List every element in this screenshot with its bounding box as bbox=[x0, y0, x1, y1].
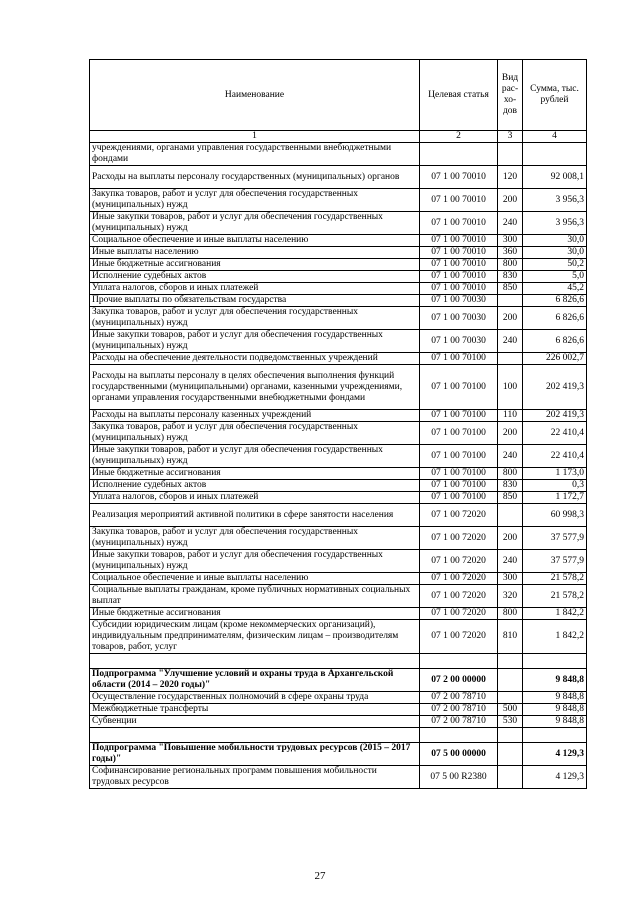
row-name: Иные закупки товаров, работ и услуг для обеспечения государственных (муниципальных) нужд bbox=[90, 212, 420, 235]
table-row bbox=[90, 608, 587, 620]
row-code: 07 2 00 78710 bbox=[420, 704, 498, 716]
row-sum: 45,2 bbox=[523, 283, 587, 295]
table-row bbox=[90, 743, 587, 766]
row-name: Социальное обеспечение и иные выплаты населению bbox=[90, 573, 420, 585]
row-type bbox=[498, 504, 523, 527]
table-row bbox=[90, 330, 587, 353]
row-name: Осуществление государственных полномочий в сфере охраны труда bbox=[90, 692, 420, 704]
row-type: 240 bbox=[498, 550, 523, 573]
row-code: 07 1 00 70030 bbox=[420, 295, 498, 307]
row-name: Закупка товаров, работ и услуг для обеспечения государственных (муниципальных) нужд bbox=[90, 307, 420, 330]
row-name: Иные закупки товаров, работ и услуг для обеспечения государственных (муниципальных) нужд bbox=[90, 445, 420, 468]
row-code bbox=[420, 728, 498, 743]
row-code bbox=[420, 143, 498, 166]
row-type: 120 bbox=[498, 166, 523, 189]
row-code: 07 1 00 72020 bbox=[420, 620, 498, 654]
row-sum: 3 956,3 bbox=[523, 212, 587, 235]
table-row bbox=[90, 573, 587, 585]
row-sum: 22 410,4 bbox=[523, 445, 587, 468]
row-sum: 21 578,2 bbox=[523, 585, 587, 608]
table-row bbox=[90, 143, 587, 166]
row-sum: 0,3 bbox=[523, 480, 587, 492]
row-code: 07 1 00 70100 bbox=[420, 365, 498, 410]
table-row bbox=[90, 365, 587, 410]
row-sum: 3 956,3 bbox=[523, 189, 587, 212]
row-code: 07 1 00 70010 bbox=[420, 283, 498, 295]
row-sum: 21 578,2 bbox=[523, 573, 587, 585]
header-sum: Сумма, тыс. рублей bbox=[523, 60, 587, 131]
table-row bbox=[90, 620, 587, 654]
row-type bbox=[498, 728, 523, 743]
row-code: 07 1 00 72020 bbox=[420, 504, 498, 527]
row-type: 800 bbox=[498, 608, 523, 620]
table-row bbox=[90, 189, 587, 212]
row-sum: 37 577,9 bbox=[523, 550, 587, 573]
row-sum: 6 826,6 bbox=[523, 307, 587, 330]
row-type: 800 bbox=[498, 468, 523, 480]
row-code: 07 1 00 72020 bbox=[420, 608, 498, 620]
row-sum: 50,2 bbox=[523, 259, 587, 271]
row-type: 360 bbox=[498, 247, 523, 259]
table-row bbox=[90, 704, 587, 716]
row-code: 07 1 00 70100 bbox=[420, 353, 498, 365]
table-row bbox=[90, 504, 587, 527]
row-code: 07 1 00 70030 bbox=[420, 330, 498, 353]
table-row bbox=[90, 271, 587, 283]
table-row bbox=[90, 247, 587, 259]
row-name: Иные бюджетные ассигнования bbox=[90, 608, 420, 620]
row-sum: 30,0 bbox=[523, 247, 587, 259]
row-sum: 9 848,8 bbox=[523, 716, 587, 728]
table-row bbox=[90, 212, 587, 235]
row-code: 07 1 00 70100 bbox=[420, 492, 498, 504]
row-code: 07 1 00 72020 bbox=[420, 573, 498, 585]
table-row bbox=[90, 692, 587, 704]
row-code: 07 1 00 70010 bbox=[420, 271, 498, 283]
table-row bbox=[90, 669, 587, 692]
row-code bbox=[420, 654, 498, 669]
row-type bbox=[498, 766, 523, 789]
row-type: 200 bbox=[498, 307, 523, 330]
row-code: 07 1 00 72020 bbox=[420, 527, 498, 550]
row-type bbox=[498, 295, 523, 307]
row-name: Исполнение судебных актов bbox=[90, 480, 420, 492]
column-number: 1 bbox=[90, 131, 420, 143]
row-name: Расходы на выплаты персоналу казенных учреждений bbox=[90, 410, 420, 422]
row-code: 07 1 00 70100 bbox=[420, 480, 498, 492]
row-sum: 6 826,6 bbox=[523, 295, 587, 307]
column-number: 2 bbox=[420, 131, 498, 143]
row-sum: 4 129,3 bbox=[523, 743, 587, 766]
row-sum: 4 129,3 bbox=[523, 766, 587, 789]
row-type: 300 bbox=[498, 573, 523, 585]
row-sum: 202 419,3 bbox=[523, 365, 587, 410]
row-sum: 1 172,7 bbox=[523, 492, 587, 504]
row-name: Иные закупки товаров, работ и услуг для обеспечения государственных (муниципальных) нужд bbox=[90, 330, 420, 353]
row-sum: 1 842,2 bbox=[523, 620, 587, 654]
row-name: Подпрограмма "Улучшение условий и охраны труда в Архангельской области (2014 – 2020 годы)" bbox=[90, 669, 420, 692]
row-name: Иные закупки товаров, работ и услуг для обеспечения государственных (муниципальных) нужд bbox=[90, 550, 420, 573]
table-row bbox=[90, 283, 587, 295]
row-name: Иные бюджетные ассигнования bbox=[90, 468, 420, 480]
table-row bbox=[90, 654, 587, 669]
row-name: Субсидии юридическим лицам (кроме некоммерческих организаций), индивидуальным предпринимателям, физическим лицам – производителям товаров, работ, услуг bbox=[90, 620, 420, 654]
table-row bbox=[90, 422, 587, 445]
table-row bbox=[90, 235, 587, 247]
header-type: Вид рас- хо- дов bbox=[498, 60, 523, 131]
row-name: Субвенции bbox=[90, 716, 420, 728]
table-row bbox=[90, 728, 587, 743]
row-sum: 37 577,9 bbox=[523, 527, 587, 550]
column-number-row bbox=[90, 131, 587, 143]
row-name: Расходы на выплаты персоналу государственных (муниципальных) органов bbox=[90, 166, 420, 189]
row-code: 07 5 00 R2380 bbox=[420, 766, 498, 789]
table-row bbox=[90, 550, 587, 573]
row-sum: 9 848,8 bbox=[523, 692, 587, 704]
row-type: 240 bbox=[498, 445, 523, 468]
row-name: Закупка товаров, работ и услуг для обеспечения государственных (муниципальных) нужд bbox=[90, 189, 420, 212]
table-row bbox=[90, 410, 587, 422]
row-sum: 22 410,4 bbox=[523, 422, 587, 445]
row-name: Иные бюджетные ассигнования bbox=[90, 259, 420, 271]
row-sum: 9 848,8 bbox=[523, 669, 587, 692]
row-code: 07 1 00 72020 bbox=[420, 585, 498, 608]
row-name: Расходы на обеспечение деятельности подведомственных учреждений bbox=[90, 353, 420, 365]
row-sum: 60 998,3 bbox=[523, 504, 587, 527]
row-code: 07 1 00 70010 bbox=[420, 247, 498, 259]
row-name bbox=[90, 654, 420, 669]
row-sum bbox=[523, 654, 587, 669]
row-type: 830 bbox=[498, 271, 523, 283]
row-name: Исполнение судебных актов bbox=[90, 271, 420, 283]
row-type: 110 bbox=[498, 410, 523, 422]
row-name: Закупка товаров, работ и услуг для обеспечения государственных (муниципальных) нужд bbox=[90, 422, 420, 445]
row-sum: 30,0 bbox=[523, 235, 587, 247]
row-code: 07 5 00 00000 bbox=[420, 743, 498, 766]
row-name: Расходы на выплаты персоналу в целях обеспечения выполнения функций государственными (муниципальными) органами, казенными учреждениями, органами управления государственными внебюджетными фондами bbox=[90, 365, 420, 410]
budget-table bbox=[89, 59, 587, 789]
row-name: учреждениями, органами управления государственными внебюджетными фондами bbox=[90, 143, 420, 166]
row-name: Прочие выплаты по обязательствам государства bbox=[90, 295, 420, 307]
row-type: 200 bbox=[498, 527, 523, 550]
row-code: 07 1 00 70010 bbox=[420, 212, 498, 235]
page-number: 27 bbox=[314, 870, 326, 882]
row-type: 200 bbox=[498, 422, 523, 445]
row-code: 07 1 00 70010 bbox=[420, 259, 498, 271]
row-sum bbox=[523, 143, 587, 166]
header-name: Наименование bbox=[90, 60, 420, 131]
row-sum: 9 848,8 bbox=[523, 704, 587, 716]
table-row bbox=[90, 585, 587, 608]
row-type bbox=[498, 353, 523, 365]
row-name: Закупка товаров, работ и услуг для обеспечения государственных (муниципальных) нужд bbox=[90, 527, 420, 550]
table-row bbox=[90, 716, 587, 728]
row-code: 07 1 00 70010 bbox=[420, 166, 498, 189]
row-type bbox=[498, 669, 523, 692]
row-type: 300 bbox=[498, 235, 523, 247]
row-type bbox=[498, 692, 523, 704]
row-type: 200 bbox=[498, 189, 523, 212]
row-sum: 5,0 bbox=[523, 271, 587, 283]
row-code: 07 2 00 78710 bbox=[420, 716, 498, 728]
row-name: Межбюджетные трансферты bbox=[90, 704, 420, 716]
row-code: 07 2 00 00000 bbox=[420, 669, 498, 692]
table-row bbox=[90, 295, 587, 307]
row-sum bbox=[523, 728, 587, 743]
row-name: Софинансирование региональных программ повышения мобильности трудовых ресурсов bbox=[90, 766, 420, 789]
row-code: 07 1 00 70100 bbox=[420, 468, 498, 480]
row-type: 240 bbox=[498, 212, 523, 235]
row-name: Социальное обеспечение и иные выплаты населению bbox=[90, 235, 420, 247]
row-name: Уплата налогов, сборов и иных платежей bbox=[90, 492, 420, 504]
row-code: 07 2 00 78710 bbox=[420, 692, 498, 704]
table-row bbox=[90, 353, 587, 365]
row-name: Уплата налогов, сборов и иных платежей bbox=[90, 283, 420, 295]
table-row bbox=[90, 166, 587, 189]
row-type: 810 bbox=[498, 620, 523, 654]
table-row bbox=[90, 480, 587, 492]
row-sum: 1 173,0 bbox=[523, 468, 587, 480]
row-name: Подпрограмма "Повышение мобильности трудовых ресурсов (2015 – 2017 годы)" bbox=[90, 743, 420, 766]
table-row bbox=[90, 307, 587, 330]
table-row bbox=[90, 492, 587, 504]
row-type: 240 bbox=[498, 330, 523, 353]
row-type: 500 bbox=[498, 704, 523, 716]
row-sum: 226 002,7 bbox=[523, 353, 587, 365]
table-header-row bbox=[90, 60, 587, 131]
table-row bbox=[90, 445, 587, 468]
row-code: 07 1 00 72020 bbox=[420, 550, 498, 573]
table-row bbox=[90, 468, 587, 480]
column-number: 4 bbox=[523, 131, 587, 143]
column-number: 3 bbox=[498, 131, 523, 143]
row-type: 320 bbox=[498, 585, 523, 608]
table-row bbox=[90, 527, 587, 550]
row-code: 07 1 00 70010 bbox=[420, 235, 498, 247]
row-name: Иные выплаты населению bbox=[90, 247, 420, 259]
table-row bbox=[90, 259, 587, 271]
row-sum: 1 842,2 bbox=[523, 608, 587, 620]
row-type: 800 bbox=[498, 259, 523, 271]
row-type: 830 bbox=[498, 480, 523, 492]
row-name bbox=[90, 728, 420, 743]
row-type: 100 bbox=[498, 365, 523, 410]
row-code: 07 1 00 70100 bbox=[420, 410, 498, 422]
row-type bbox=[498, 143, 523, 166]
row-name: Социальные выплаты гражданам, кроме публичных нормативных социальных выплат bbox=[90, 585, 420, 608]
header-code: Целевая статья bbox=[420, 60, 498, 131]
row-type: 530 bbox=[498, 716, 523, 728]
row-sum: 6 826,6 bbox=[523, 330, 587, 353]
row-type: 850 bbox=[498, 492, 523, 504]
row-code: 07 1 00 70100 bbox=[420, 445, 498, 468]
row-sum: 92 008,1 bbox=[523, 166, 587, 189]
row-name: Реализация мероприятий активной политики в сфере занятости населения bbox=[90, 504, 420, 527]
row-type bbox=[498, 743, 523, 766]
row-type: 850 bbox=[498, 283, 523, 295]
row-code: 07 1 00 70030 bbox=[420, 307, 498, 330]
row-type bbox=[498, 654, 523, 669]
table-row bbox=[90, 766, 587, 789]
row-code: 07 1 00 70010 bbox=[420, 189, 498, 212]
row-sum: 202 419,3 bbox=[523, 410, 587, 422]
row-code: 07 1 00 70100 bbox=[420, 422, 498, 445]
